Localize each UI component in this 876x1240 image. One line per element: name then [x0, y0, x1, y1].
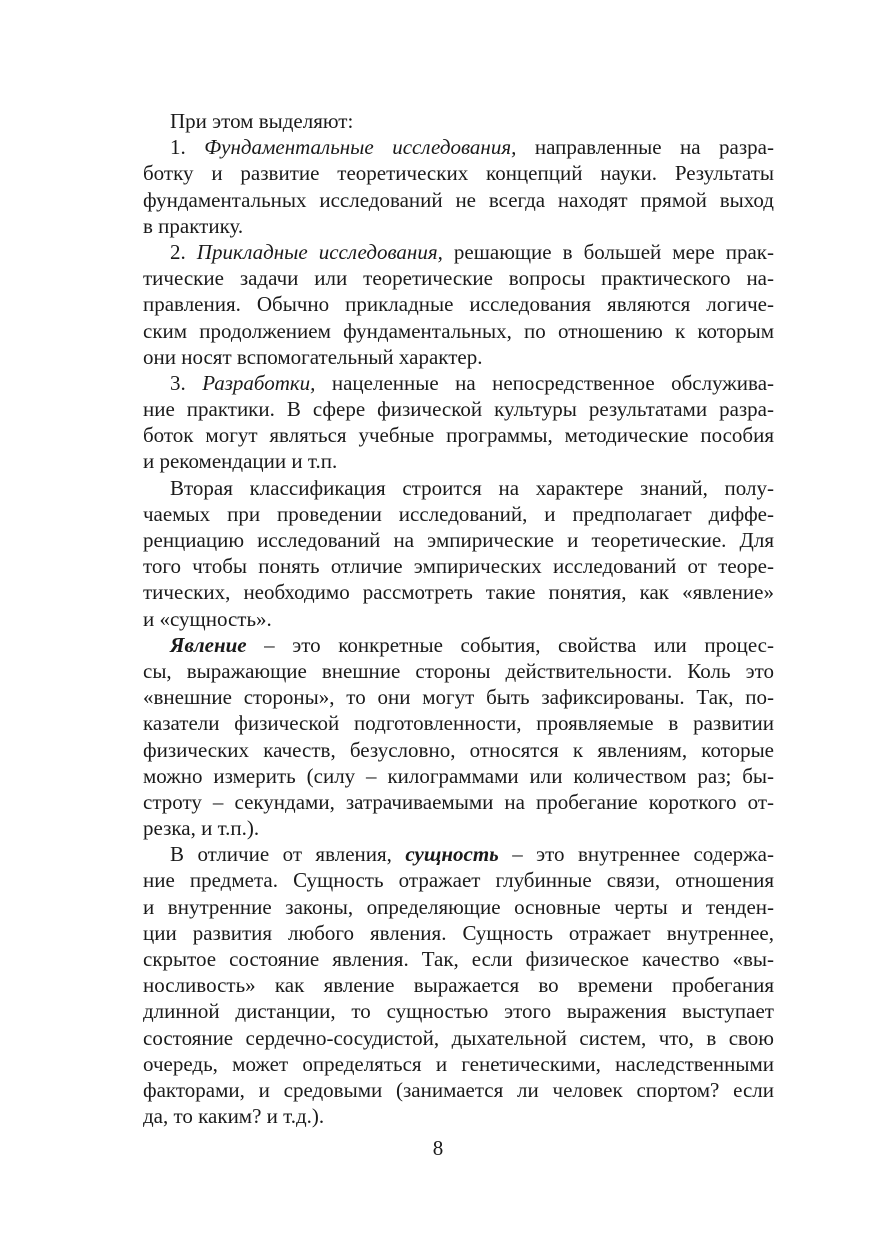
text-run: и внутренние законы, определяющие основные черты и тенден-	[143, 894, 774, 919]
text-run: – это конкретные события, свойства или процес-	[246, 632, 774, 657]
text-line	[143, 396, 774, 422]
text-run: строту – секундами, затрачиваемыми на пробегание короткого от-	[143, 789, 774, 814]
text-run: ским продолжением фундаментальных, по отношению к которым	[143, 318, 774, 343]
text-run: ние практики. В сфере физической культуры результатами разра-	[143, 397, 774, 422]
text-line	[143, 815, 774, 841]
text-run: того чтобы понять отличие эмпирических исследований от теоре-	[143, 554, 774, 579]
text-run: В отличие от явления,	[170, 842, 406, 867]
text-line	[143, 134, 774, 160]
text-line	[143, 606, 774, 632]
text-run: При этом выделяют:	[170, 109, 354, 133]
text-line	[143, 946, 774, 972]
text-line	[143, 475, 774, 501]
text-run: казатели физической подготовленности, проявляемые в развитии	[143, 711, 774, 736]
text-line	[143, 841, 774, 867]
text-line	[143, 1025, 774, 1051]
bold-term: сущность	[405, 842, 499, 867]
text-run: нацеленные на непосредственное обслужива-	[315, 370, 775, 395]
bold-term: Явление	[170, 632, 247, 657]
text-run: резка, и т.п.).	[143, 816, 260, 841]
text-run: тических, необходимо рассмотреть такие понятия, как «явление»	[143, 580, 774, 605]
text-line	[143, 1077, 774, 1103]
text-run: ботку и развитие теоретических концепций науки. Результаты	[143, 161, 774, 186]
text-run: ренциацию исследований на эмпирические и теоретические. Для	[143, 528, 774, 552]
text-run: и «сущность».	[143, 606, 272, 631]
text-run: 3.	[170, 370, 203, 395]
text-run: длинной дистанции, то сущностью этого выражения выступает	[143, 999, 774, 1024]
text-run: решающие в большей мере прак-	[442, 239, 774, 264]
text-line	[143, 737, 774, 763]
text-run: боток могут являться учебные программы, методические пособия	[143, 423, 774, 448]
text-run: носливость» как явление выражается во времени пробегания	[143, 973, 774, 998]
text-run: можно измерить (силу – килограммами или количеством раз; бы-	[143, 763, 774, 788]
text-line	[143, 789, 774, 815]
italic-term: Фундаментальные исследования,	[204, 135, 517, 160]
text-line	[143, 213, 774, 239]
text-line	[143, 763, 774, 789]
text-line	[143, 160, 774, 186]
text-run: 2.	[170, 239, 197, 264]
text-line	[143, 920, 774, 946]
text-run: и рекомендации и т.п.	[143, 449, 338, 474]
page-number: 8	[432, 1136, 444, 1160]
text-run: они носят вспомогательный характер.	[143, 344, 483, 369]
text-run: чаемых при проведении исследований, и предполагает диффе-	[143, 501, 774, 526]
italic-term: Прикладные исследования,	[196, 239, 443, 264]
text-run: «внешние стороны», то они могут быть зафиксированы. Так, по-	[143, 685, 774, 710]
text-run: 1.	[170, 135, 205, 160]
text-line	[143, 422, 774, 448]
text-line	[143, 553, 774, 579]
text-line	[143, 108, 774, 134]
text-line	[143, 1103, 774, 1129]
text-run: тические задачи или теоретические вопросы практического на-	[143, 266, 774, 291]
text-run: сы, выражающие внешние стороны действительности. Коль это	[143, 658, 774, 683]
text-run: направленные на разра-	[516, 135, 774, 160]
text-line	[143, 501, 774, 527]
text-line	[143, 710, 774, 736]
text-line	[143, 1051, 774, 1077]
text-line	[143, 448, 774, 474]
text-line	[143, 998, 774, 1024]
page-body-text	[143, 108, 774, 1129]
text-line	[143, 318, 774, 344]
text-line	[143, 291, 774, 317]
text-line	[143, 265, 774, 291]
text-line	[143, 867, 774, 893]
text-run: ции развития любого явления. Сущность отражает внутреннее,	[143, 920, 774, 945]
text-line	[143, 239, 774, 265]
text-run: факторами, и средовыми (занимается ли человек спортом? если	[143, 1077, 774, 1102]
text-run: фундаментальных исследований не всегда находят прямой выход	[143, 187, 774, 212]
text-run: физических качеств, безусловно, относятся к явлениям, которые	[143, 737, 774, 762]
text-run: да, то каким? и т.д.).	[143, 1104, 325, 1129]
text-run: ние предмета. Сущность отражает глубинные связи, отношения	[143, 868, 774, 893]
text-line	[143, 894, 774, 920]
text-line	[143, 527, 774, 553]
text-line	[143, 684, 774, 710]
text-run: в практику.	[143, 213, 244, 238]
text-line	[143, 658, 774, 684]
text-line	[143, 187, 774, 213]
text-line	[143, 370, 774, 396]
text-line	[143, 579, 774, 605]
text-run: Вторая классификация строится на характере знаний, полу-	[170, 475, 774, 500]
text-line	[143, 344, 774, 370]
text-line	[143, 972, 774, 998]
text-run: скрытое состояние явления. Так, если физическое качество «вы-	[143, 947, 774, 971]
text-run: очередь, может определяться и генетическими, наследственными	[143, 1051, 774, 1076]
text-run: правления. Обычно прикладные исследования являются логиче-	[143, 292, 774, 317]
text-run: состояние сердечно-сосудистой, дыхательной систем, что, в свою	[143, 1025, 774, 1050]
text-run: – это внутреннее содержа-	[498, 842, 774, 867]
text-line	[143, 632, 774, 658]
italic-term: Разработки,	[202, 370, 316, 395]
